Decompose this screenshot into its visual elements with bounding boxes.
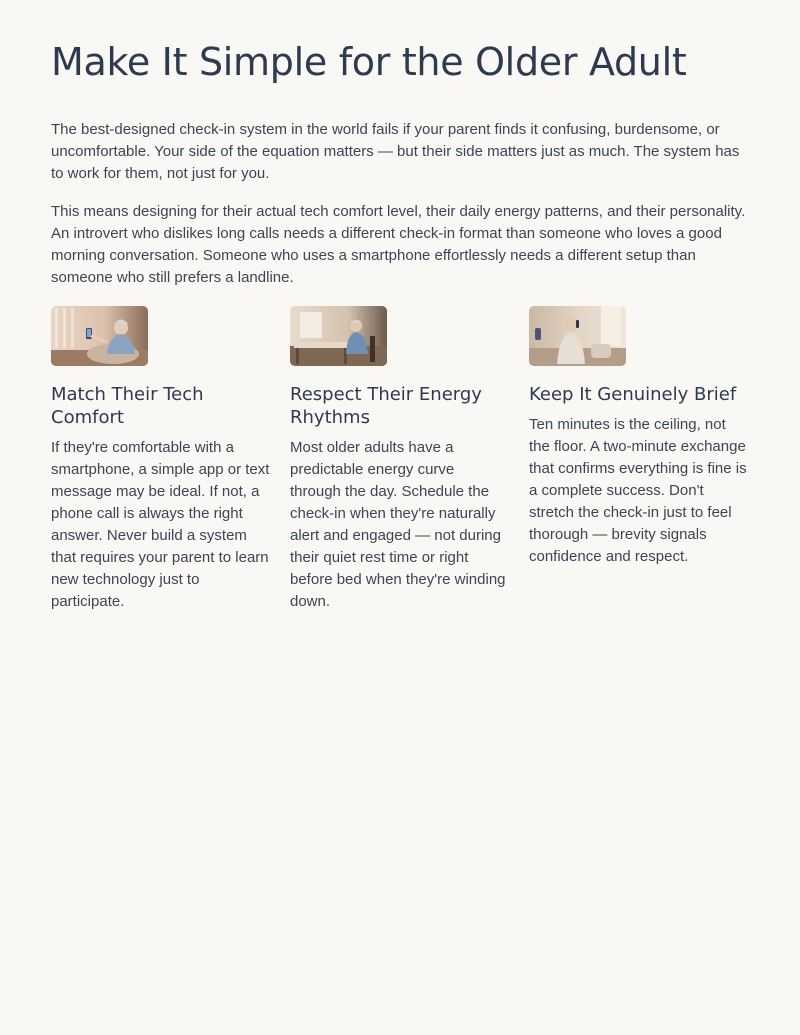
card-energy-rhythms bbox=[290, 306, 509, 613]
intro-paragraph-1: The best-designed check-in system in the world fails if your parent finds it confusing, burdensome, or uncomfortable. Your side of the equation matters — but their side matters just as much. The system has to work for them, not just for you. bbox=[51, 121, 740, 182]
card-tech-comfort bbox=[51, 306, 270, 613]
card-title: Keep It Genuinely Brief bbox=[529, 384, 737, 405]
card-body: Most older adults have a predictable energy curve through the day. Schedule the check-in when they're naturally alert and engaged — not during their quiet rest time or right before bed when they're winding down. bbox=[290, 439, 506, 610]
card-title: Match Their Tech Comfort bbox=[51, 384, 204, 428]
intro-paragraph-2: This means designing for their actual tech comfort level, their daily energy patterns, and their personality. An introvert who dislikes long calls needs a different check-in format than someone who loves a good morning conversation. Someone who uses a smartphone effortlessly needs a different setup than someone who still prefers a landline. bbox=[51, 203, 746, 286]
page-title: Make It Simple for the Older Adult bbox=[51, 40, 687, 84]
older-woman-smartphone-photo bbox=[51, 306, 148, 366]
older-man-at-table-photo bbox=[290, 306, 387, 366]
older-woman-on-phone-photo bbox=[529, 306, 626, 366]
card-body: Ten minutes is the ceiling, not the floor. A two-minute exchange that confirms everything is fine is a complete success. Don't stretch the check-in just to feel thorough — brevity signals confidence and respect. bbox=[529, 416, 747, 565]
card-genuinely-brief bbox=[529, 306, 748, 613]
card-title: Respect Their Energy Rhythms bbox=[290, 384, 482, 428]
feature-cards bbox=[51, 306, 749, 613]
card-body: If they're comfortable with a smartphone, a simple app or text message may be ideal. If not, a phone call is always the right answer. Never build a system that requires your parent to learn new technology just to participate. bbox=[51, 439, 270, 610]
